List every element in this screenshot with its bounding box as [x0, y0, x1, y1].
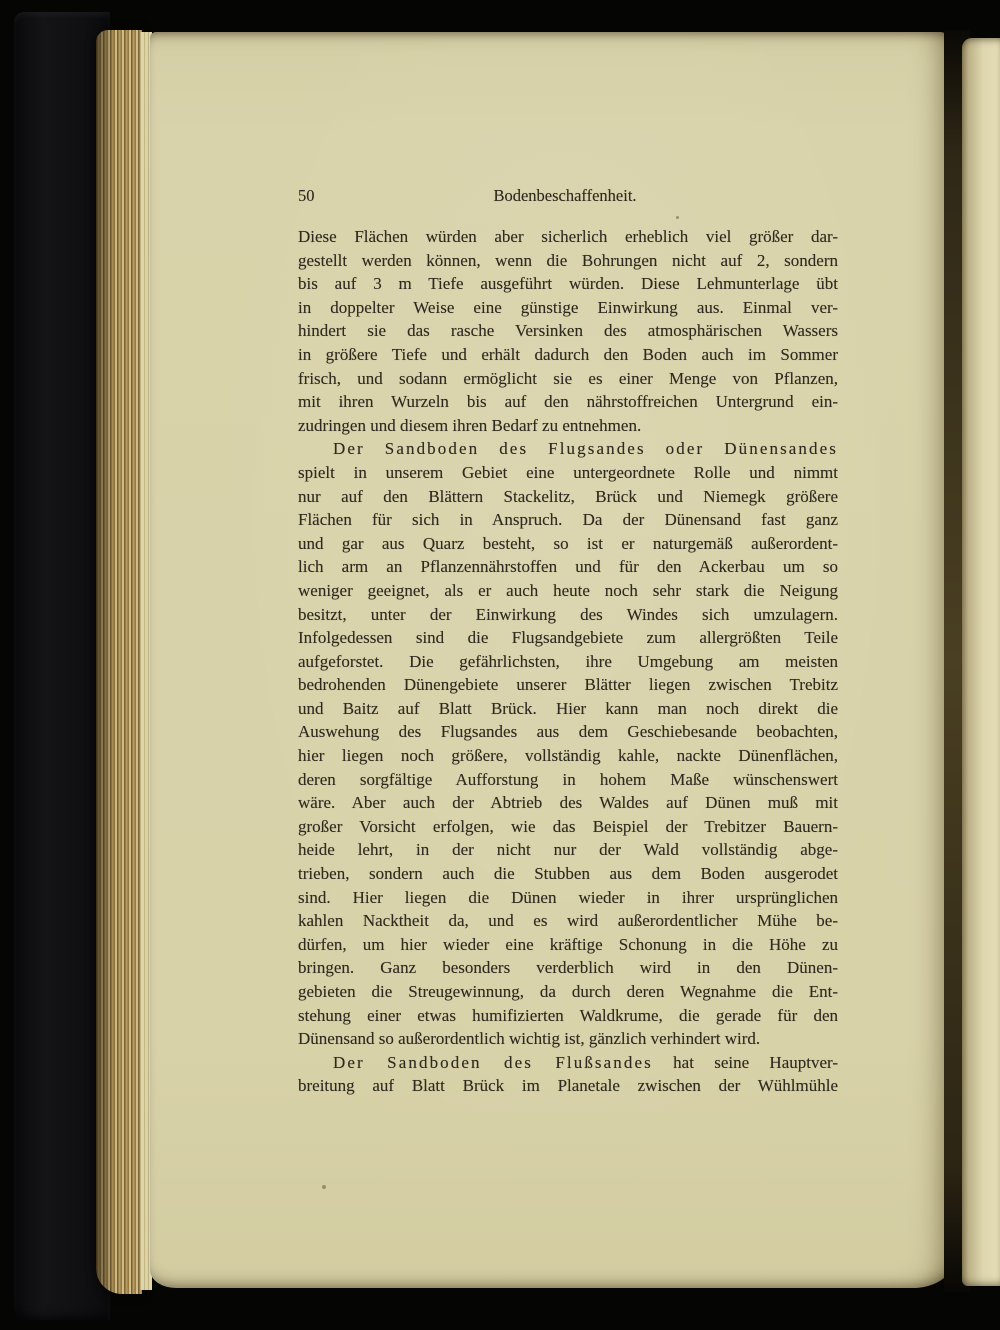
text-line: hindert sie das rasche Versinken des atmosphärischen Wassers [298, 321, 838, 341]
paragraph-1-lines [298, 225, 838, 437]
text-line: frisch, und sodann ermöglicht sie es einer Menge von Pflanzen, [298, 368, 838, 388]
text-line: bedrohenden Dünengebiete unserer Blätter liegen zwischen Trebitz [298, 675, 838, 695]
text-line: hier liegen noch größere, vollständig kahle, nackte Dünenflächen, [298, 746, 838, 766]
text-line: trieben, sondern auch die Stubben aus dem Boden ausgerodet [298, 864, 838, 884]
paragraph-3-lead-line [298, 1051, 838, 1075]
text-line: Infolgedessen sind die Flugsandgebiete zum allergrößten Teile [298, 628, 838, 648]
text-line: spielt in unserem Gebiet eine untergeordnete Rolle und nimmt [298, 462, 838, 482]
text-line: in größere Tiefe und erhält dadurch den Boden auch im Sommer [298, 344, 838, 364]
paragraph-2-lead-line [298, 437, 838, 461]
paragraph-2-lines [298, 461, 838, 1051]
text-line: Auswehung des Flugsandes aus dem Geschiebesande beobachten, [298, 722, 838, 742]
text-line: Diese Flächen würden aber sicherlich erheblich viel größer dar- [298, 227, 838, 246]
text-line: weniger geeignet, als er auch heute noch sehr stark die Neigung [298, 580, 838, 600]
page-edge-stack [96, 30, 142, 1294]
paper-speck [676, 216, 679, 219]
text-line: deren sorgfältige Aufforstung in hohem Maße wünschenswert [298, 769, 838, 789]
text-line: Flächen für sich in Anspruch. Da der Dünensand fast ganz [298, 510, 838, 530]
text-line: zudringen und diesem ihren Bedarf zu entnehmen. [298, 415, 642, 435]
paragraph-1 [298, 225, 838, 437]
text-line: sind. Hier liegen die Dünen wieder in ihrer ursprünglichen [298, 887, 838, 907]
running-header: Bodenbeschaffenheit. [493, 186, 637, 205]
body-text [298, 225, 838, 1098]
printed-text-area [298, 184, 838, 1098]
text-line: nur auf den Blättern Stackelitz, Brück und Niemegk größere [298, 486, 838, 506]
text-line: dürfen, um hier wieder eine kräftige Schonung in die Höhe zu [298, 934, 838, 954]
left-page [150, 32, 950, 1288]
text-line: und gar aus Quarz besteht, so ist er naturgemäß außerordent- [298, 533, 838, 553]
text-line: kahlen Nacktheit da, und es wird außerordentlicher Mühe be- [298, 911, 838, 931]
page-header [298, 184, 838, 208]
text-line: besitzt, unter der Einwirkung des Windes sich umzulagern. [298, 604, 838, 624]
text-line: großer Vorsicht erfolgen, wie das Beispiel der Trebitzer Bauern- [298, 816, 838, 836]
paragraph-2 [298, 437, 838, 1050]
emphasized-spaced-text: Der Sandboden des Flußsandes [333, 1052, 653, 1072]
text-line: in doppelter Weise eine günstige Einwirkung aus. Einmal ver- [298, 297, 838, 317]
text-line: aufgeforstet. Die gefährlichsten, ihre Umgebung am meisten [298, 651, 838, 671]
text-line: gebieten die Streugewinnung, da durch deren Wegnahme die Ent- [298, 982, 838, 1001]
paper-speck [322, 1185, 326, 1189]
text-line: gestellt werden können, wenn die Bohrungen nicht auf 2, sondern [298, 250, 838, 270]
page-number: 50 [298, 186, 315, 205]
text-line: bringen. Ganz besonders verderblich wird in den Dünen- [298, 958, 838, 978]
text-line: breitung auf Blatt Brück im Planetale zwischen der Wühlmühle [298, 1076, 838, 1096]
emphasized-spaced-text: Der Sandboden des Flugsandes oder Dünensandes [333, 439, 838, 459]
text-line: lich arm an Pflanzennährstoffen und für den Ackerbau um so [298, 557, 838, 577]
text-line: mit ihren Wurzeln bis auf den nährstoffreichen Untergrund ein- [298, 392, 838, 412]
text-line: bis auf 3 m Tiefe ausgeführt würden. Diese Lehmunterlage übt [298, 274, 838, 294]
text-line: stehung einer etwas humifizierten Waldkrume, die gerade für den [298, 1005, 838, 1025]
text-line: heide lehrt, in der nicht nur der Wald vollständig abge- [298, 840, 838, 860]
text-line: Dünensand so außerordentlich wichtig ist, gänzlich verhindert wird. [298, 1029, 761, 1049]
paragraph-3-lines [298, 1074, 838, 1098]
text-line: und Baitz auf Blatt Brück. Hier kann man noch direkt die [298, 698, 838, 718]
lead-line-rest: hat seine Hauptver- [652, 1052, 838, 1072]
facing-page-edge [962, 38, 1000, 1286]
paragraph-3 [298, 1051, 838, 1098]
text-line: wäre. Aber auch der Abtrieb des Waldes auf Dünen muß mit [298, 793, 838, 813]
